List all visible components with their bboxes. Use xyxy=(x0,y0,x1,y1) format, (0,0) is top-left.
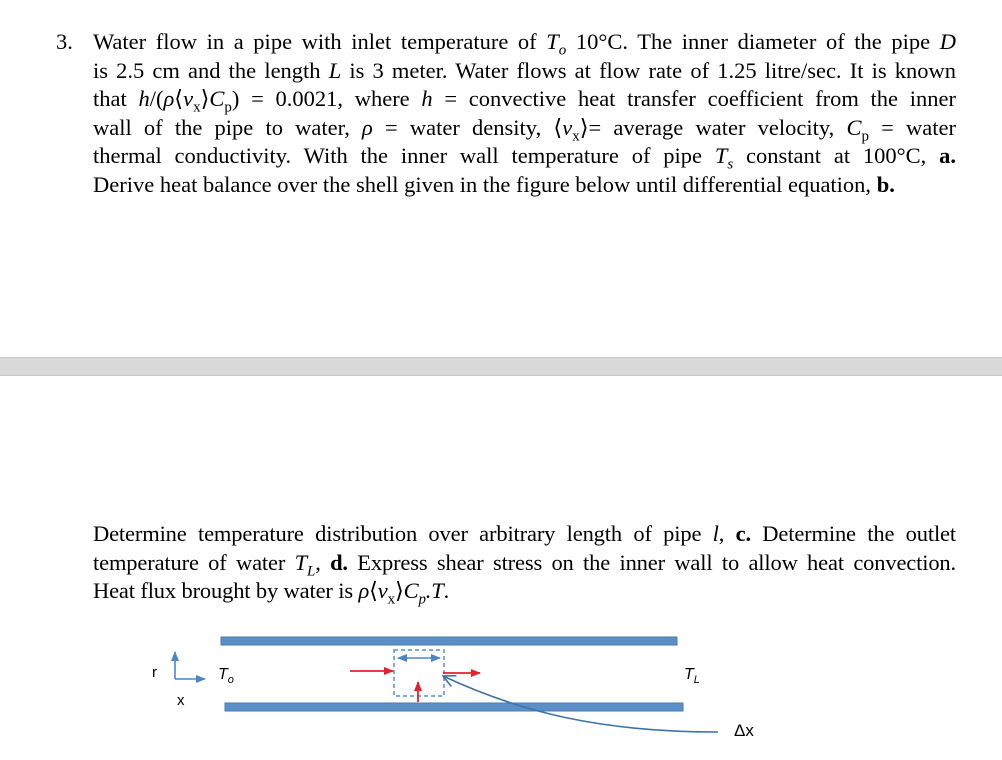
italic-symbol: D xyxy=(939,29,957,54)
italic-symbol: v xyxy=(377,578,388,604)
italic-symbol: C xyxy=(846,114,862,140)
text-run: wall of the pipe to water, xyxy=(93,114,363,140)
italic-symbol: ρ xyxy=(358,578,370,604)
text-run: Water flow in a pipe with inlet temperature of xyxy=(93,29,547,54)
delta-x-label: Δx xyxy=(734,721,754,740)
italic-symbol: h xyxy=(421,86,433,112)
part-label: d. xyxy=(330,549,348,575)
text-run: , xyxy=(315,549,331,575)
italic-symbol: v xyxy=(562,114,573,140)
pipe-shell-figure xyxy=(0,620,1002,760)
text-run: ⟨ xyxy=(174,86,184,112)
text-line xyxy=(93,28,956,57)
text-line xyxy=(93,142,956,171)
italic-symbol: T xyxy=(294,549,307,575)
question-number: 3. xyxy=(56,29,73,54)
text-run: thermal conductivity. With the inner wall temperature of pipe xyxy=(93,143,715,169)
text-run: that xyxy=(93,86,139,112)
text-run: = convective heat transfer coefficient from the inner xyxy=(432,86,956,112)
text-run: 10°C. The inner diameter of the pipe xyxy=(566,29,940,54)
italic-symbol: l xyxy=(712,521,719,546)
text-line xyxy=(93,57,956,86)
x-axis-label: x xyxy=(177,692,185,709)
text-run: Derive heat balance over the shell given in the figure below until differential equation, xyxy=(93,171,877,197)
subscript: s xyxy=(727,156,734,173)
italic-symbol: h xyxy=(138,86,150,112)
subscript: L xyxy=(306,563,316,580)
pipe-shell-diagram xyxy=(0,620,1002,760)
text-line xyxy=(93,171,956,200)
italic-symbol: C xyxy=(209,86,225,112)
part-label: b. xyxy=(876,171,895,197)
text-run: Express shear stress on the inner wall to allow heat convection. xyxy=(347,549,957,575)
italic-symbol: L xyxy=(328,57,342,83)
part-label: c. xyxy=(735,521,751,546)
text-run: , xyxy=(718,521,736,546)
pipe-upper-wall xyxy=(221,637,677,645)
text-line xyxy=(93,85,956,114)
text-line xyxy=(93,114,956,143)
shell-element-box xyxy=(394,650,444,696)
subscript: p xyxy=(861,128,869,145)
italic-symbol: T xyxy=(546,29,559,54)
text-run: Determine the outlet xyxy=(750,521,956,546)
text-line xyxy=(93,520,956,549)
text-run: ⟨ xyxy=(369,578,378,604)
subscript: x xyxy=(193,99,201,116)
subscript: x xyxy=(387,591,395,608)
text-run: = water xyxy=(868,114,956,140)
text-run: Determine temperature distribution over arbitrary length of pipe xyxy=(93,521,713,546)
subscript: p xyxy=(224,99,232,116)
text-run: is 2.5 cm and the length xyxy=(93,57,329,83)
text-line xyxy=(93,549,956,578)
text-run: is 3 meter. Water flows at flow rate of 1.25 litre/sec. It is known xyxy=(341,57,956,83)
italic-symbol: C xyxy=(403,578,419,604)
italic-symbol: T xyxy=(714,143,728,169)
inlet-temperature-label: $T_o$ xyxy=(218,666,234,687)
text-run: constant at 100°C, xyxy=(733,143,940,169)
subscript: p xyxy=(418,591,426,608)
text-line xyxy=(93,577,956,606)
italic-symbol: ρ xyxy=(362,114,373,140)
text-run: = water density, ⟨ xyxy=(372,114,563,140)
page-separator xyxy=(0,357,1002,376)
r-axis-label: r xyxy=(152,664,157,681)
italic-symbol: v xyxy=(183,86,194,112)
text-run: Heat flux brought by water is xyxy=(93,578,359,604)
text-run: ⟩= average water velocity, xyxy=(579,114,847,140)
text-run: . xyxy=(443,578,450,604)
italic-symbol: .T xyxy=(425,578,444,604)
text-run: ⟩ xyxy=(200,86,210,112)
subscript: o xyxy=(558,42,567,59)
text-run: ⟩ xyxy=(394,578,404,604)
page-upper xyxy=(0,0,1002,357)
question-intro-paragraph xyxy=(93,28,956,200)
text-run: /( xyxy=(149,86,164,112)
italic-symbol: ρ xyxy=(163,86,175,112)
text-run: temperature of water xyxy=(93,549,295,575)
part-label: a. xyxy=(939,143,956,169)
outlet-temperature-label: $T_L$ xyxy=(684,666,700,687)
pipe-lower-wall xyxy=(225,703,683,711)
question-continuation-paragraph xyxy=(93,520,956,606)
text-run: ) = 0.0021, where xyxy=(231,86,422,112)
subscript: x xyxy=(572,128,580,145)
